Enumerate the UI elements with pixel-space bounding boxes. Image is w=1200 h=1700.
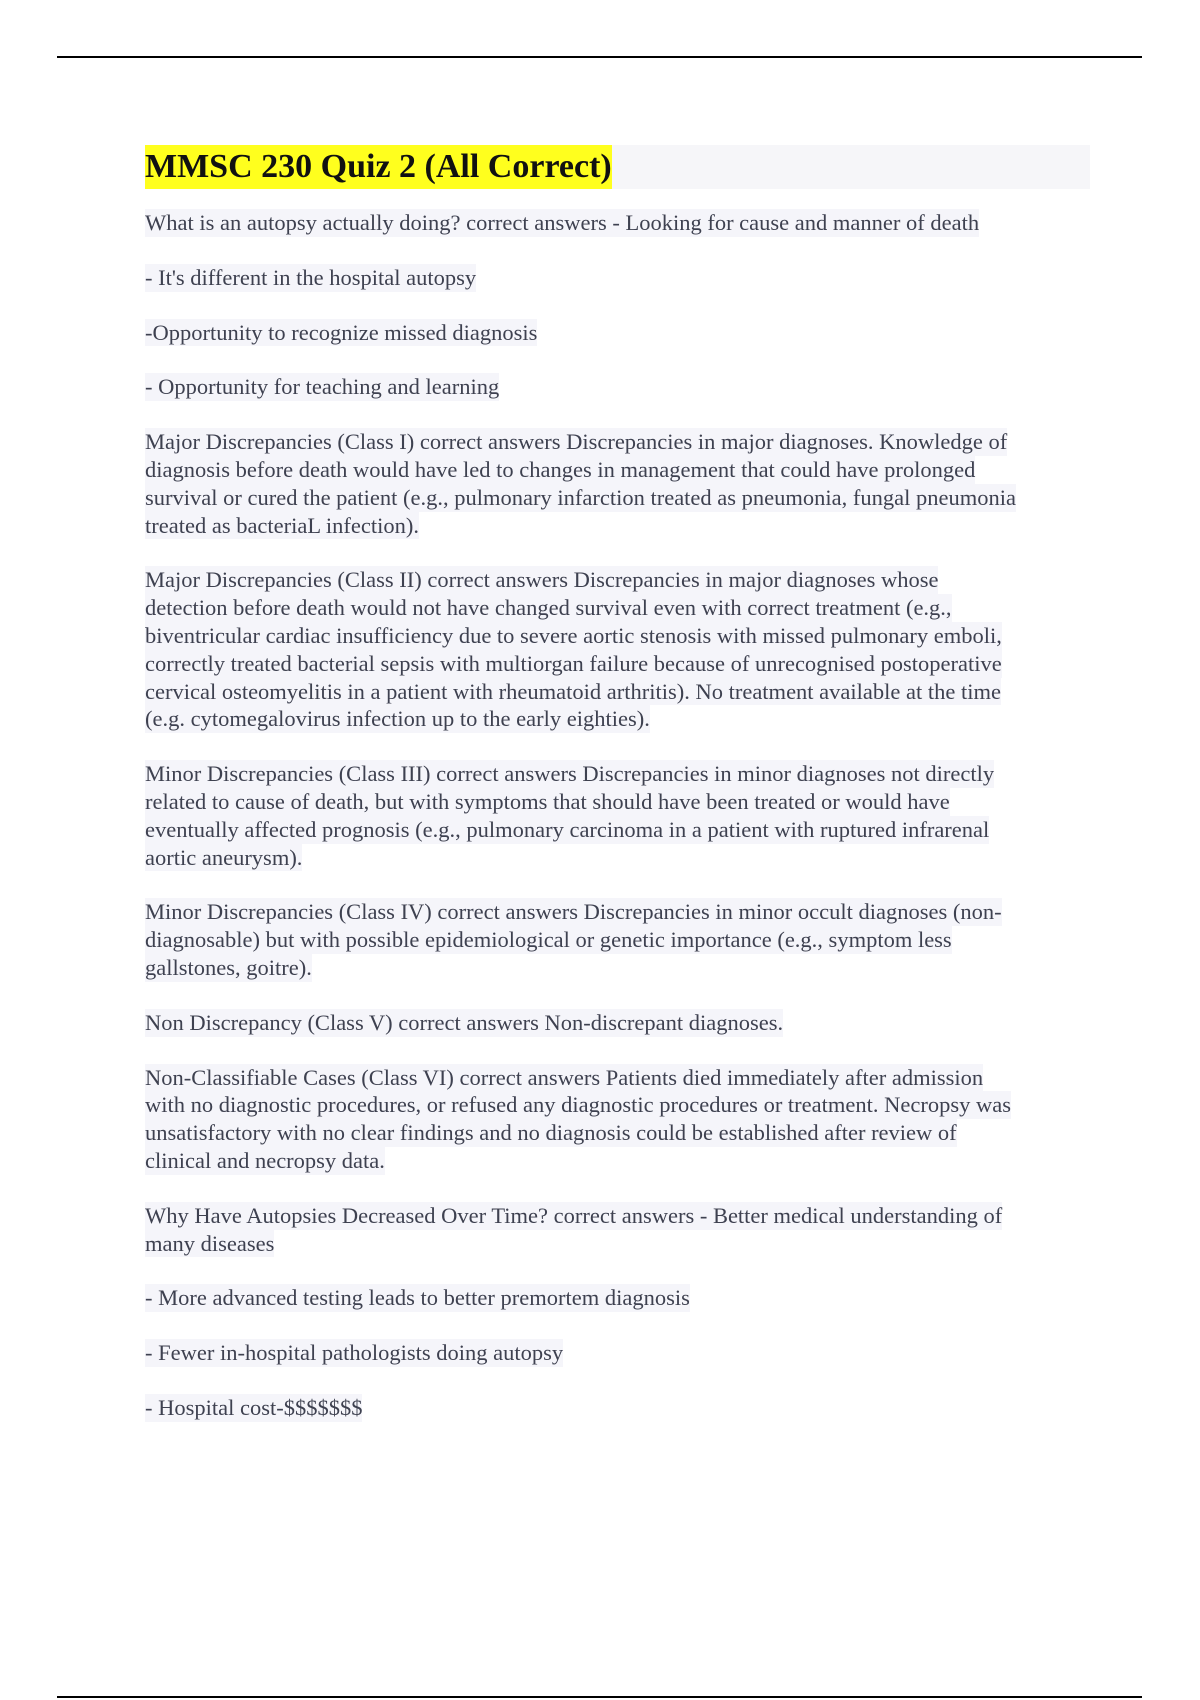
paragraph-line: (e.g. cytomegalovirus infection up to the early eighties).: [145, 706, 650, 732]
paragraph-line: cervical osteomyelitis in a patient with rheumatoid arthritis). No treatment available at the time: [145, 678, 1001, 704]
paragraph-line: eventually affected prognosis (e.g., pulmonary carcinoma in a patient with ruptured infrarenal: [145, 816, 990, 842]
paragraph-line: unsatisfactory with no clear findings and no diagnosis could be established after review of: [145, 1120, 957, 1146]
paragraph-line: What is an autopsy actually doing? correct answers - Looking for cause and manner of death: [145, 210, 980, 235]
paragraph-class-vi: [145, 1064, 1090, 1175]
paragraph-line: - Opportunity for teaching and learning: [145, 374, 500, 400]
paragraph-12: [145, 1284, 1090, 1312]
paragraph-line: clinical and necropsy data.: [145, 1147, 385, 1173]
paragraph-line: - More advanced testing leads to better premortem diagnosis: [145, 1285, 690, 1311]
paragraph-class-iii: [145, 760, 1090, 871]
paragraph-2: [145, 264, 1090, 292]
bottom-rule: [57, 1696, 1142, 1698]
paragraph-line: - Hospital cost-$$$$$$$: [145, 1394, 363, 1420]
paragraph-line: biventricular cardiac insufficiency due to severe aortic stenosis with missed pulmonary emboli,: [145, 622, 1002, 648]
paragraph-13: [145, 1339, 1090, 1367]
paragraph-line: related to cause of death, but with symptoms that should have been treated or would have: [145, 788, 950, 814]
paragraph-line: with no diagnostic procedures, or refused any diagnostic procedures or treatment. Necropsy was: [145, 1092, 1011, 1118]
paragraph-line: treated as bacteriaL infection).: [145, 512, 420, 538]
paragraph-line: survival or cured the patient (e.g., pulmonary infarction treated as pneumonia, fungal pneumonia: [145, 484, 1016, 510]
paragraph-line: Major Discrepancies (Class II) correct answers Discrepancies in major diagnoses whose: [145, 567, 939, 593]
paragraph-line: Non Discrepancy (Class V) correct answers Non-discrepant diagnoses.: [145, 1009, 784, 1035]
paragraph-line: - It's different in the hospital autopsy: [145, 264, 477, 290]
paragraph-line: diagnosable) but with possible epidemiological or genetic importance (e.g., symptom less: [145, 927, 952, 953]
paragraph-line: Why Have Autopsies Decreased Over Time? correct answers - Better medical understanding of: [145, 1202, 1003, 1228]
page-title: MMSC 230 Quiz 2 (All Correct): [145, 145, 612, 189]
paragraph-line: correctly treated bacterial sepsis with multiorgan failure because of unrecognised postoperative: [145, 650, 1002, 676]
paragraph-line: aortic aneurysm).: [145, 844, 303, 870]
paragraph-line: gallstones, goitre).: [145, 954, 312, 980]
paragraph-class-ii: [145, 566, 1090, 733]
paragraph-14: [145, 1394, 1090, 1422]
paragraph-line: many diseases: [145, 1230, 275, 1256]
paragraph-line: diagnosis before death would have led to changes in management that could have prolonged: [145, 456, 976, 482]
paragraph-line: detection before death would not have changed survival even with correct treatment (e.g.,: [145, 595, 952, 621]
title-band: [145, 145, 1090, 189]
paragraph-class-i: [145, 428, 1090, 539]
paragraph-line: Major Discrepancies (Class I) correct answers Discrepancies in major diagnoses. Knowledge of: [145, 429, 1008, 455]
paragraph-line: Minor Discrepancies (Class IV) correct answers Discrepancies in minor occult diagnoses (non-: [145, 899, 1002, 925]
paragraph-class-v: [145, 1009, 1090, 1037]
paragraph-4: [145, 373, 1090, 401]
paragraph-line: Non-Classifiable Cases (Class VI) correct answers Patients died immediately after admission: [145, 1064, 984, 1090]
top-rule: [57, 56, 1142, 58]
document-body: [145, 145, 1090, 1449]
paragraph-1: [145, 209, 1090, 237]
paragraph-class-iv: [145, 898, 1090, 981]
paragraph-line: - Fewer in-hospital pathologists doing autopsy: [145, 1340, 564, 1366]
paragraph-autopsies-decreased: [145, 1202, 1090, 1258]
paragraph-3: [145, 319, 1090, 347]
paragraph-line: Minor Discrepancies (Class III) correct answers Discrepancies in minor diagnoses not directly: [145, 761, 995, 787]
paragraph-line: -Opportunity to recognize missed diagnosis: [145, 319, 538, 345]
